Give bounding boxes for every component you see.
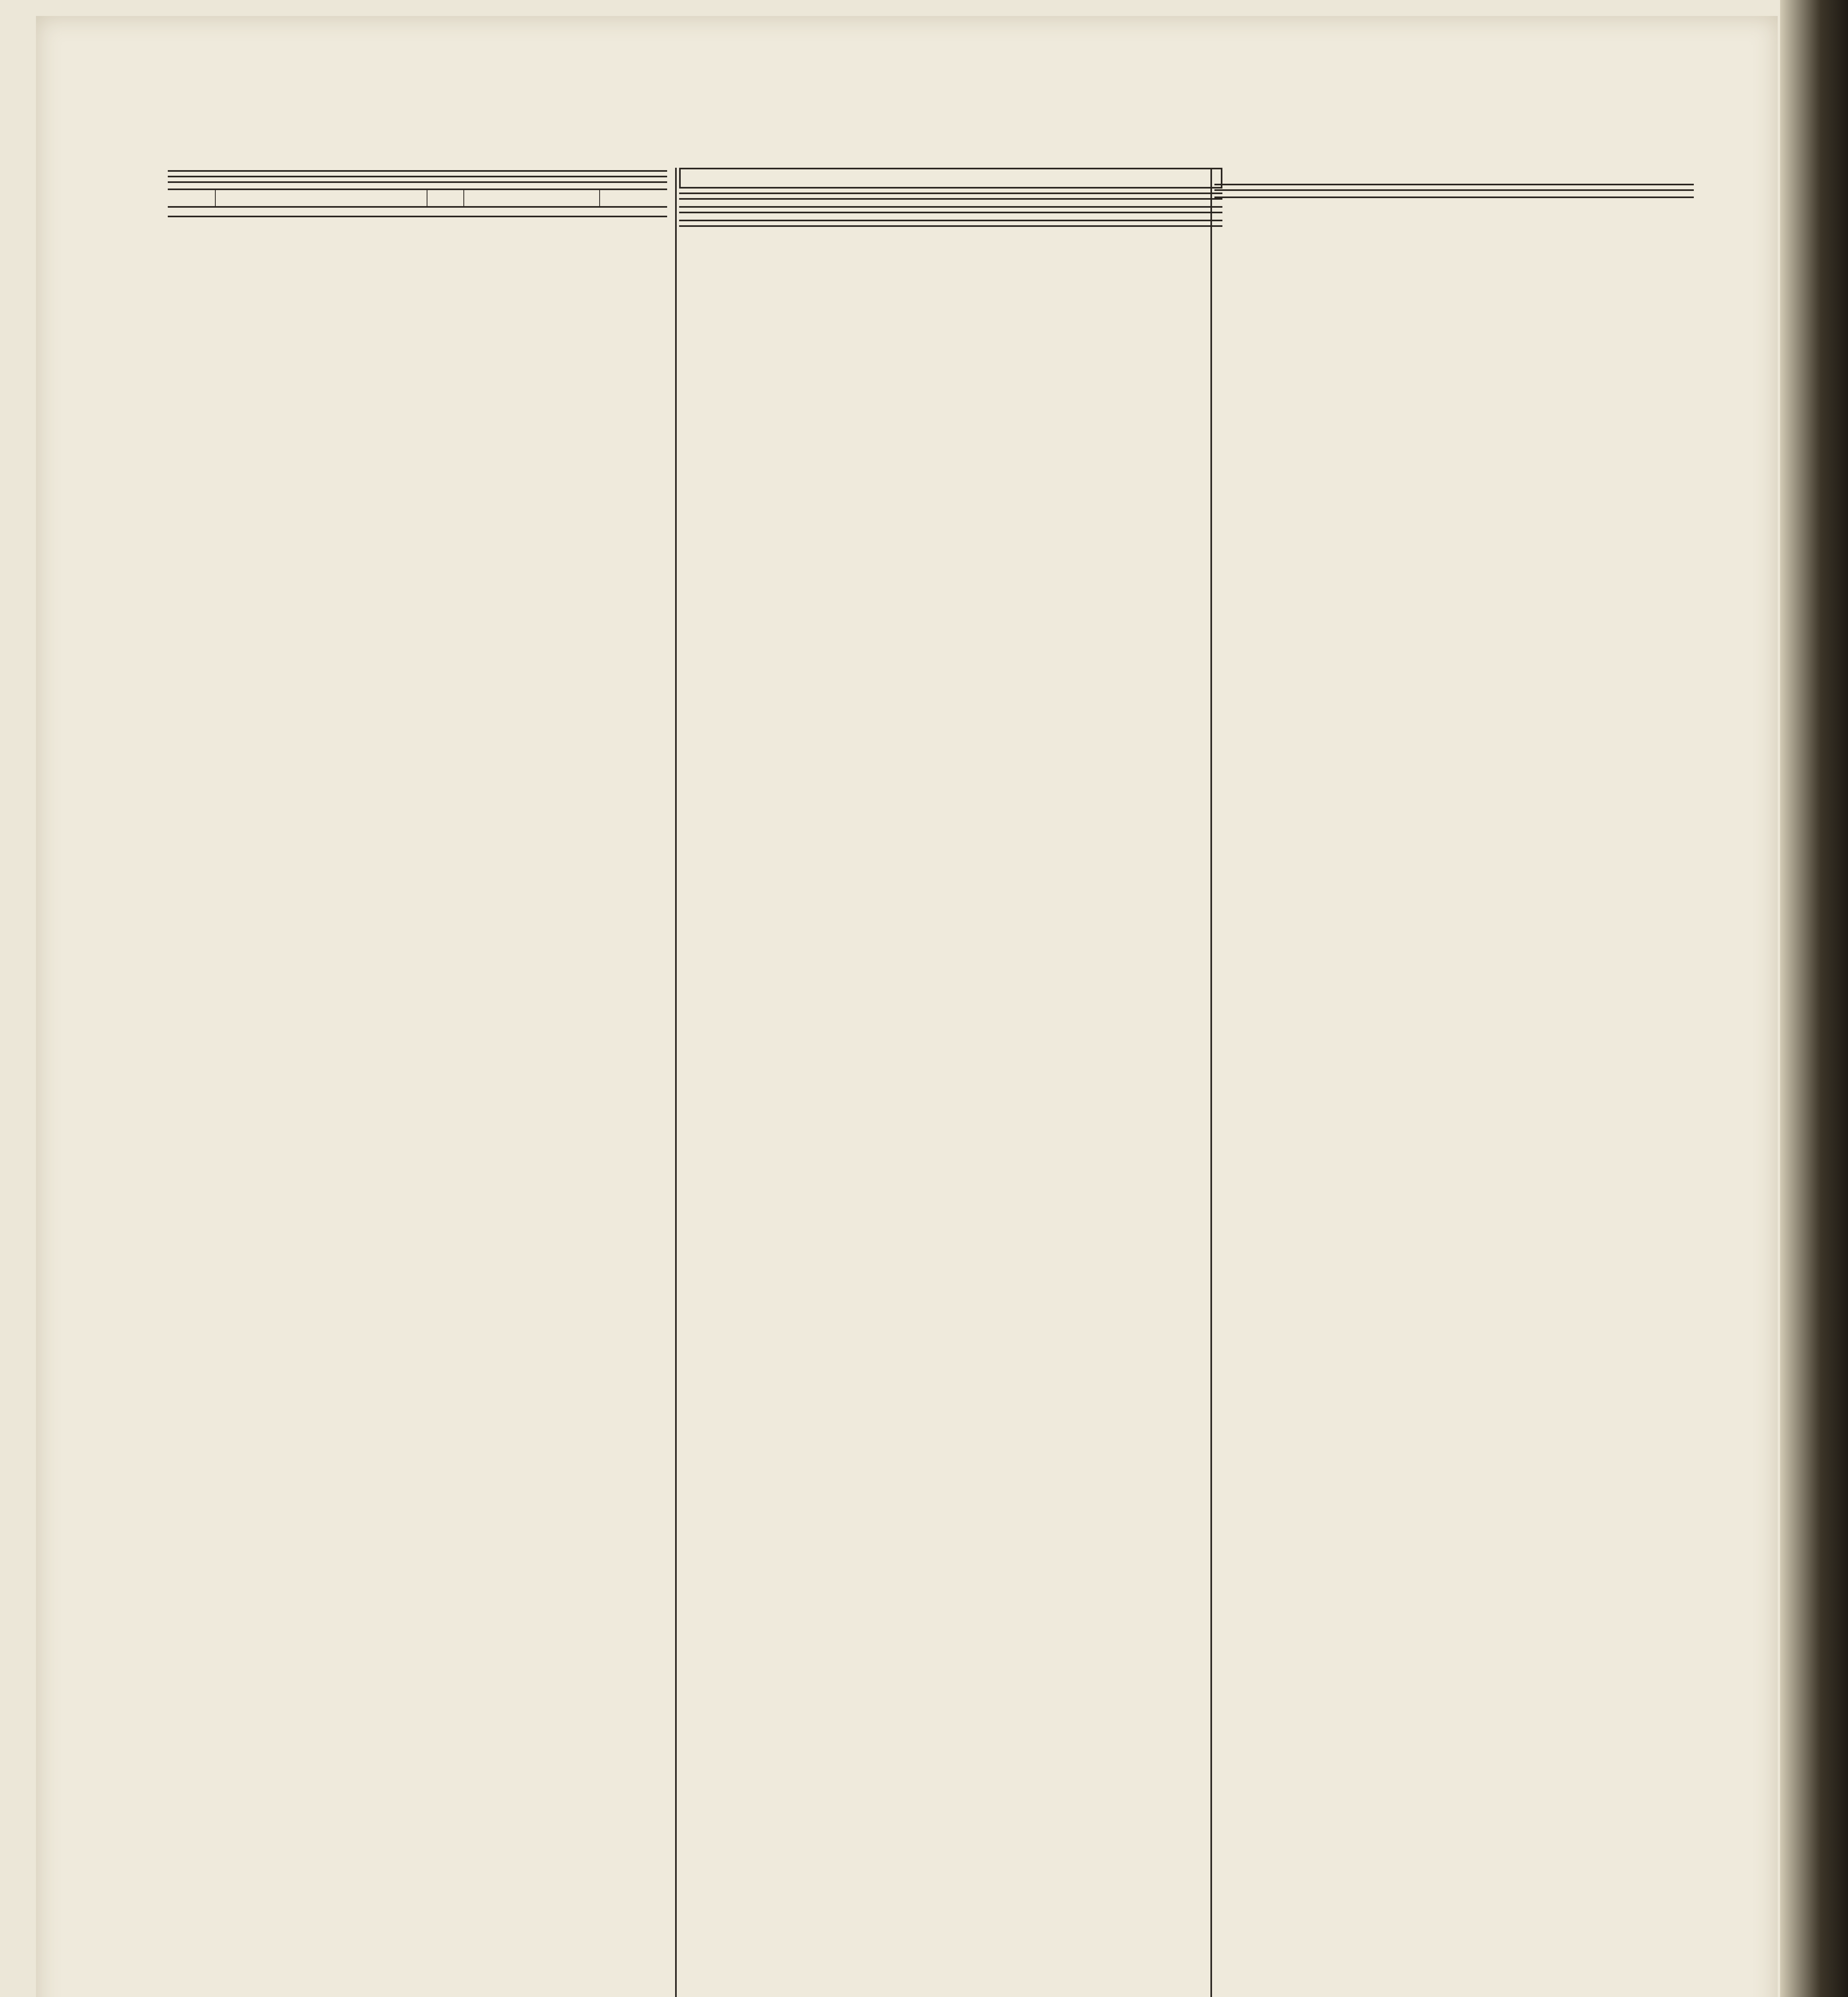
tarif-courtage-box [679, 168, 1222, 189]
binding-spine [1780, 0, 1848, 1997]
tirages-table-header [168, 189, 667, 208]
column-middle [679, 168, 1222, 1997]
header-negociations [600, 190, 663, 206]
top-rule [168, 170, 667, 172]
section-rule [679, 193, 1222, 200]
column-left [168, 168, 667, 1997]
masthead [519, 116, 1238, 118]
table-bottom-rule [168, 216, 667, 217]
section-rule [679, 206, 1222, 213]
column-rule-1 [675, 168, 677, 1997]
header-nombre [427, 190, 464, 206]
section-rule [168, 176, 667, 183]
header-remboursement [464, 190, 600, 206]
bottom-rule [1214, 197, 1694, 198]
section-rule [1214, 184, 1694, 191]
header-dates [168, 190, 216, 206]
header-designation [216, 190, 427, 206]
section-rule [679, 220, 1222, 227]
column-right [1214, 168, 1694, 1997]
